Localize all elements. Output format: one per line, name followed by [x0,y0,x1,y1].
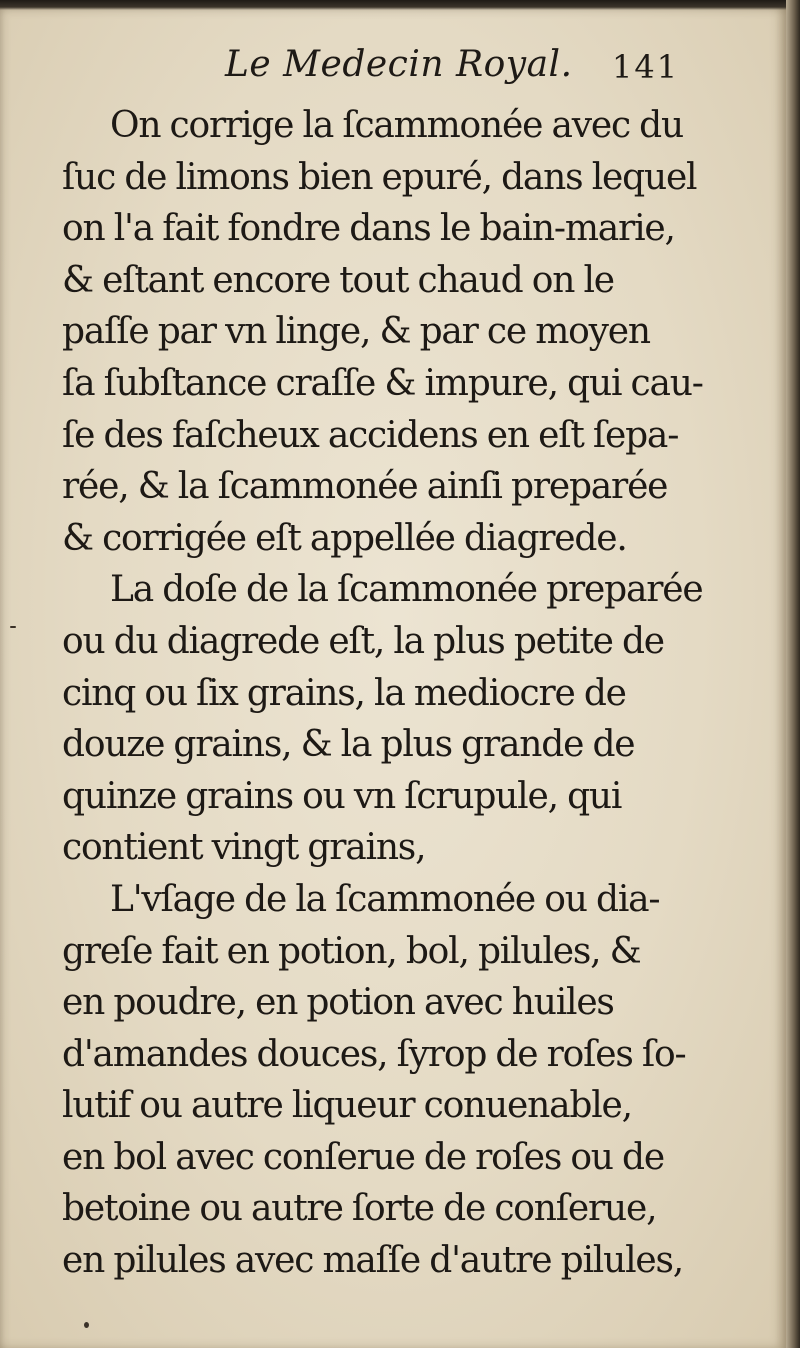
text-line: d'amandes douces, ſyrop de roſes ſo- [62,1033,686,1075]
text-line: greſe fait en potion, bol, pilules, & [62,930,641,972]
text-line: L'vſage de la ſcammonée ou dia- [110,878,660,920]
text-line: ſa ſubſtance craſſe & impure, qui cau- [62,362,703,404]
text-line: La doſe de la ſcammonée preparée [110,569,703,611]
text-line: quinze grains ou vn ſcrupule, qui [62,775,622,817]
text-line: en poudre, en potion avec huiles [62,982,614,1024]
text-line: On corrige la ſcammonée avec du [110,105,683,146]
text-line: lutif ou autre liqueur conuenable, [62,1085,632,1127]
text-line: cinq ou ſix grains, la mediocre de [62,672,626,714]
text-line: betoine ou autre ſorte de conſerue, [62,1188,657,1230]
ink-speck [84,1322,89,1328]
text-line: & eſtant encore tout chaud on le [62,259,614,301]
text-line: en bol avec conſerue de roſes ou de [62,1136,664,1178]
page-top-shadow [0,0,786,10]
text-line: on l'a fait fondre dans le bain-marie, [62,208,675,250]
page-header [0,44,786,104]
text-line: & corrigée eſt appellée diagrede. [62,517,627,559]
text-line: douze grains, & la plus grande de [62,724,635,766]
text-line: ou du diagrede eſt, la plus petite de [62,620,664,662]
running-title: Le Medecin Royal. [225,44,573,85]
text-line: paſſe par vn linge, & par ce moyen [62,311,650,353]
body-text [62,100,712,1287]
text-line: contient vingt grains, [62,827,426,869]
page-gutter-edge [786,0,800,1348]
text-line: ſe des faſcheux accidens en eſt ſepa- [62,414,679,456]
page-number: 141 [612,48,680,86]
text-line: en pilules avec maſſe d'autre pilules, [62,1240,684,1282]
text-line: ſuc de limons bien epuré, dans lequel [62,156,697,198]
text-line: rée, & la ſcammonée ainſi preparée [62,466,668,508]
ink-speck [10,626,16,628]
